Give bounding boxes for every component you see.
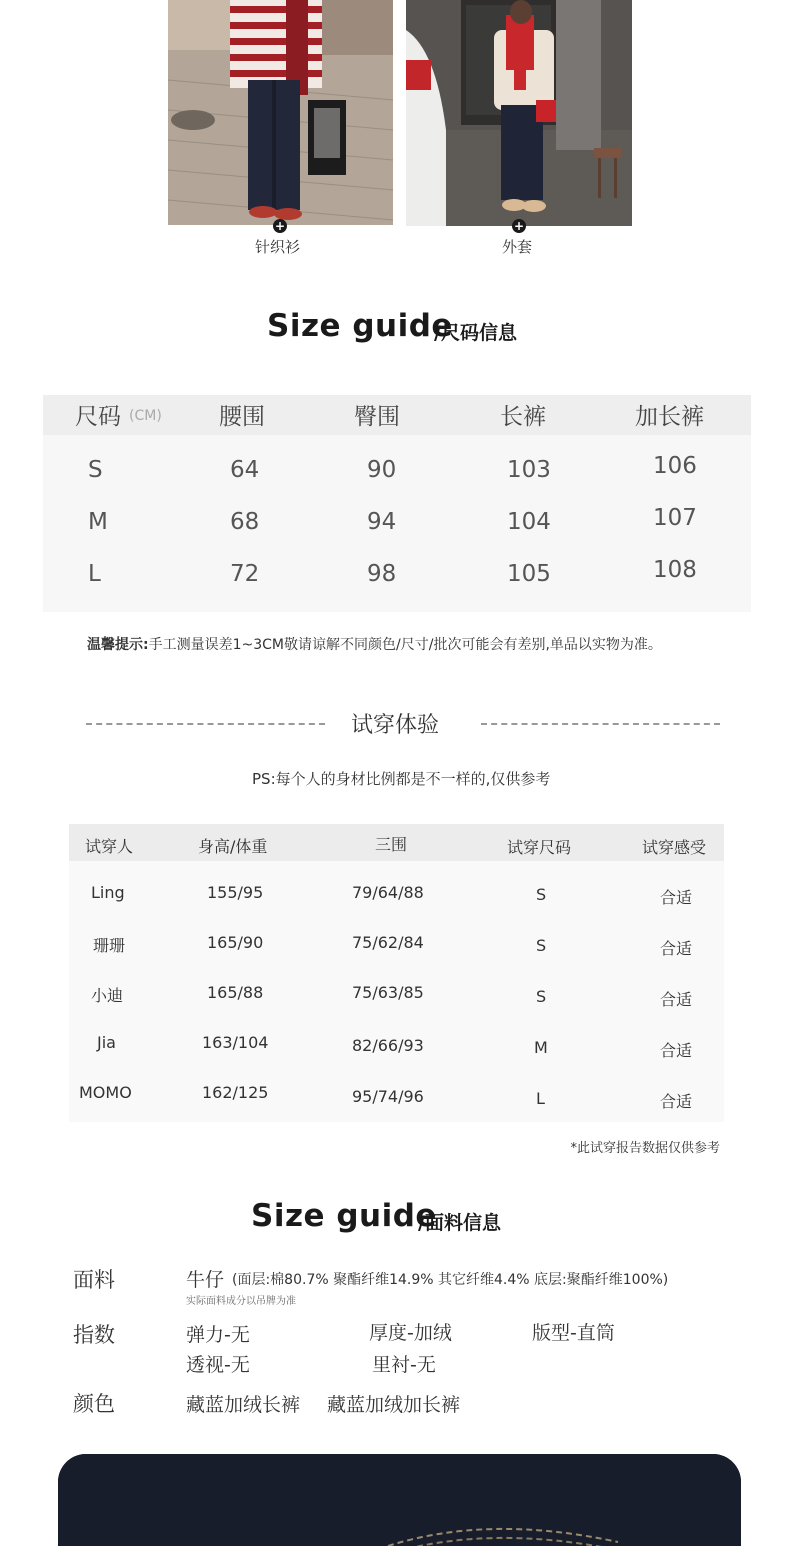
- denim-texture-illustration: [58, 1454, 741, 1546]
- fabric-guide-subtitle: /面料信息: [418, 1212, 501, 1234]
- try-header-person: 试穿人: [85, 837, 134, 856]
- try-cell: L: [536, 1089, 545, 1108]
- fabric-guide-title: Size guide: [251, 1198, 437, 1234]
- color-option: 藏蓝加绒长裤: [186, 1394, 301, 1416]
- size-cell: 105: [507, 561, 551, 587]
- size-cell: 103: [507, 457, 551, 483]
- product-photo-sweater: [168, 0, 393, 225]
- try-cell: 163/104: [202, 1033, 269, 1052]
- try-cell: M: [534, 1038, 548, 1057]
- denim-detail-photo: [58, 1454, 741, 1546]
- size-guide-subtitle: /尺码信息: [434, 322, 517, 344]
- size-cell: 98: [367, 561, 397, 587]
- divider-dashed-left: [86, 723, 325, 725]
- photo-caption-sweater: 针织衫: [255, 238, 301, 256]
- try-on-table: [69, 824, 724, 1122]
- try-cell: 95/74/96: [352, 1087, 424, 1106]
- size-cell: 64: [230, 457, 260, 483]
- plus-icon[interactable]: +: [513, 219, 525, 233]
- size-cell: S: [88, 457, 103, 483]
- try-cell: 162/125: [202, 1083, 269, 1102]
- fabric-main: 牛仔: [186, 1269, 225, 1291]
- try-cell: 82/66/93: [352, 1036, 424, 1055]
- plus-icon[interactable]: +: [274, 219, 286, 233]
- size-cell: 108: [653, 557, 697, 583]
- try-header-measurements: 三围: [375, 835, 408, 854]
- try-header-size: 试穿尺码: [507, 838, 572, 857]
- try-cell: 75/63/85: [352, 983, 424, 1002]
- size-cell: 107: [653, 505, 697, 531]
- color-label: 颜色: [73, 1392, 115, 1416]
- index-item: 版型-直筒: [532, 1322, 615, 1344]
- index-item: 里衬-无: [372, 1354, 436, 1376]
- index-item: 厚度-加绒: [369, 1322, 452, 1344]
- try-cell: 珊珊: [93, 936, 126, 955]
- fabric-note: 实际面料成分以吊牌为准: [186, 1296, 296, 1307]
- try-cell: 79/64/88: [352, 883, 424, 902]
- try-cell: MOMO: [79, 1083, 132, 1102]
- size-header-long-pants: 加长裤: [635, 404, 704, 430]
- sweater-photo-illustration: [168, 0, 393, 225]
- size-cell: 90: [367, 457, 397, 483]
- coat-photo-illustration: [406, 0, 632, 226]
- size-header-unit: (CM): [129, 408, 162, 424]
- size-header-waist: 腰围: [219, 404, 265, 430]
- try-cell: 75/62/84: [352, 933, 424, 952]
- try-cell: S: [536, 987, 547, 1006]
- size-cell: L: [88, 561, 101, 587]
- try-cell: 合适: [660, 888, 693, 907]
- try-cell: 合适: [660, 939, 693, 958]
- size-cell: 72: [230, 561, 260, 587]
- try-cell: S: [536, 885, 547, 904]
- try-cell: Ling: [91, 883, 125, 902]
- size-cell: 104: [507, 509, 551, 535]
- size-header-hip: 臀围: [354, 404, 400, 430]
- size-table: [43, 395, 751, 612]
- try-on-report-note: *此试穿报告数据仅供参考: [570, 1141, 720, 1156]
- try-cell: 165/90: [207, 933, 264, 952]
- try-header-height-weight: 身高/体重: [198, 837, 268, 856]
- try-on-title: 试穿体验: [351, 713, 440, 738]
- size-cell: M: [88, 509, 108, 535]
- divider-dashed-right: [481, 723, 720, 725]
- index-label: 指数: [73, 1323, 115, 1347]
- size-header-size: 尺码: [75, 404, 121, 430]
- try-cell: Jia: [97, 1033, 116, 1052]
- photo-caption-coat: 外套: [502, 238, 533, 256]
- try-cell: 合适: [660, 1092, 693, 1111]
- try-cell: 合适: [660, 990, 693, 1009]
- try-on-ps: PS:每个人的身材比例都是不一样的,仅供参考: [252, 770, 551, 788]
- try-cell: 合适: [660, 1041, 693, 1060]
- try-cell: 小迪: [91, 986, 124, 1005]
- tip-text: [87, 634, 662, 654]
- product-photo-coat: [406, 0, 632, 226]
- tip-label: 温馨提示:: [87, 637, 149, 653]
- try-header-feeling: 试穿感受: [642, 838, 707, 857]
- size-cell: 94: [367, 509, 397, 535]
- color-option: 藏蓝加绒加长裤: [327, 1394, 461, 1416]
- size-cell: 106: [653, 453, 697, 479]
- fabric-detail: (面层:棉80.7% 聚酯纤维14.9% 其它纤维4.4% 底层:聚酯纤维100%): [232, 1272, 669, 1288]
- fabric-label: 面料: [73, 1268, 115, 1292]
- try-cell: 165/88: [207, 983, 264, 1002]
- try-cell: 155/95: [207, 883, 264, 902]
- index-item: 透视-无: [186, 1354, 250, 1376]
- try-cell: S: [536, 936, 547, 955]
- size-cell: 68: [230, 509, 260, 535]
- index-item: 弹力-无: [186, 1324, 250, 1346]
- size-guide-title: Size guide: [267, 308, 453, 344]
- tip-body: 手工测量误差1~3CM敬请谅解不同颜色/尺寸/批次可能会有差别,单品以实物为准。: [148, 637, 662, 653]
- size-header-pants: 长裤: [500, 404, 546, 430]
